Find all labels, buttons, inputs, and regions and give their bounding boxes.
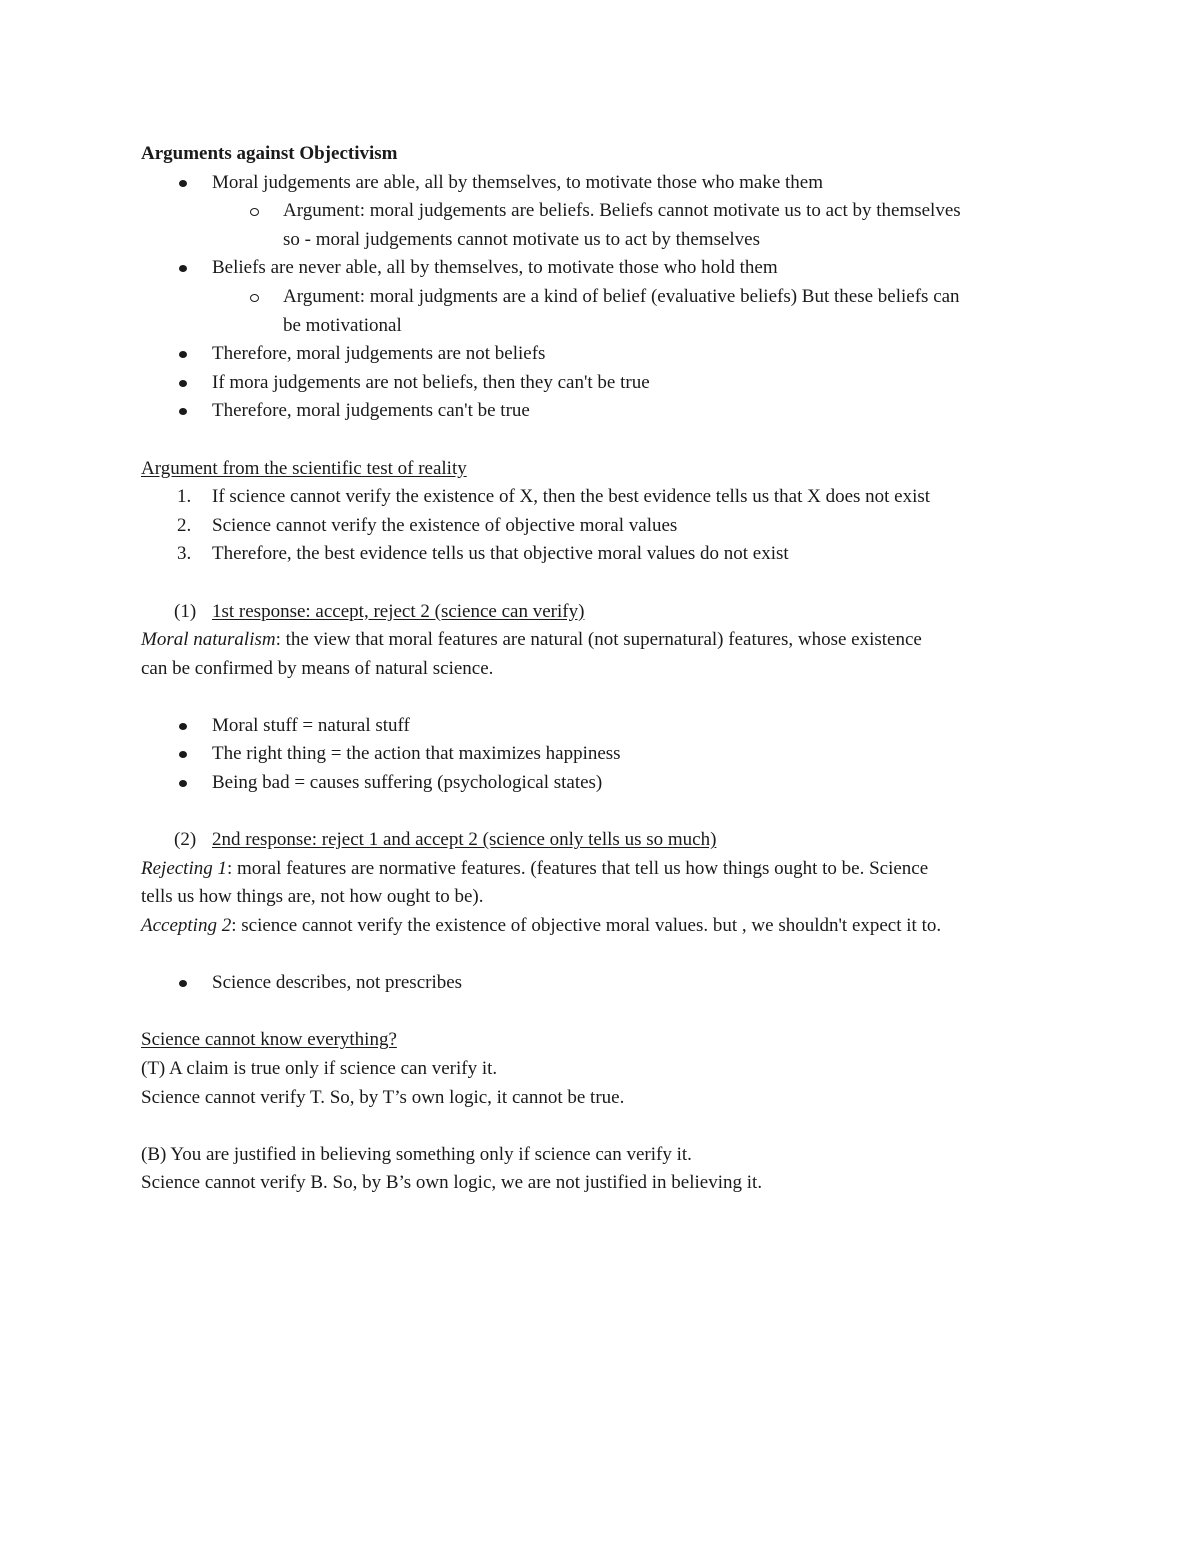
list-item-text: Being bad = causes suffering (psychological states) [212, 772, 603, 794]
response-number: (1) [174, 600, 197, 622]
section-title-science-cannot-know: Science cannot know everything? [141, 1029, 397, 1051]
list-item [141, 712, 1071, 741]
list-item-text: Therefore, moral judgements can't be true [212, 400, 530, 422]
moral-naturalism-definition [141, 626, 1071, 655]
bullet-dot-icon [179, 408, 187, 415]
claim-b: (B) You are justified in believing something only if science can verify it. [141, 1143, 692, 1165]
list-item [141, 169, 1071, 198]
item-number: 3. [177, 543, 192, 565]
list-item-text: Science describes, not prescribes [212, 972, 463, 994]
numbered-item-text: If science cannot verify the existence of X, then the best evidence tells us that X does not exist [212, 486, 931, 508]
list-item-text: The right thing = the action that maximizes happiness [212, 743, 621, 765]
list-item-text: Moral judgements are able, all by themselves, to motivate those who make them [212, 171, 824, 193]
bullet-dot-icon [179, 351, 187, 358]
numbered-item [141, 512, 1071, 541]
accepting-label: Accepting 2 [141, 915, 232, 937]
response-title: 2nd response: reject 1 and accept 2 (science only tells us so much) [212, 829, 717, 851]
sub-list-item [141, 283, 1071, 340]
bullet-dot-icon [179, 980, 187, 987]
definition-text: : the view that moral features are natural (not supernatural) features, whose existence [275, 629, 922, 651]
bullet-circle-icon [250, 208, 259, 216]
numbered-list-scientific-test [141, 483, 1071, 569]
rejecting-text: : moral features are normative features. (features that tell us how things ought to be. Science [227, 857, 929, 879]
numbered-item-text: Science cannot verify the existence of objective moral values [212, 514, 678, 536]
list-item-text: Moral stuff = natural stuff [212, 714, 410, 736]
numbered-item [141, 540, 1071, 569]
sub-list-item [141, 197, 1071, 254]
bullet-circle-icon [250, 294, 259, 302]
bullet-dot-icon [179, 780, 187, 787]
bullet-list-science [141, 969, 1071, 998]
numbered-item-text: Therefore, the best evidence tells us that objective moral values do not exist [212, 543, 789, 565]
sub-list-item-text: be motivational [283, 314, 402, 336]
list-item [141, 769, 1071, 798]
sub-list-item-text: so - moral judgements cannot motivate us to act by themselves [283, 228, 761, 250]
claim-b-refutation: Science cannot verify B. So, by B’s own logic, we are not justified in believing it. [141, 1172, 763, 1194]
bullet-list-objectivism [141, 169, 1071, 426]
list-item-text: Therefore, moral judgements are not beliefs [212, 343, 546, 365]
rejecting-continuation: tells us how things are, not how ought to be). [141, 886, 484, 908]
bullet-dot-icon [179, 751, 187, 758]
list-item-text: Beliefs are never able, all by themselves, to motivate those who hold them [212, 257, 778, 279]
claim-t: (T) A claim is true only if science can verify it. [141, 1058, 498, 1079]
section-title-scientific-test: Argument from the scientific test of reality [141, 457, 467, 479]
rejecting-label: Rejecting 1 [141, 857, 227, 879]
sub-list-item-text: Argument: moral judgments are a kind of belief (evaluative beliefs) But these beliefs can [283, 285, 960, 307]
sub-list-item-text: Argument: moral judgements are beliefs. Beliefs cannot motivate us to act by themselves [283, 200, 961, 222]
list-item [141, 254, 1071, 283]
numbered-item [141, 483, 1071, 512]
response-number: (2) [174, 829, 197, 851]
response-2-heading [141, 826, 1071, 855]
list-item [141, 969, 1071, 998]
section-title-arguments-against-objectivism: Arguments against Objectivism [141, 143, 398, 164]
response-1-heading [141, 598, 1071, 627]
list-item [141, 369, 1071, 398]
list-item [141, 397, 1071, 426]
list-item [141, 340, 1071, 369]
bullet-dot-icon [179, 180, 187, 187]
response-title: 1st response: accept, reject 2 (science can verify) [212, 600, 585, 622]
bullet-dot-icon [179, 265, 187, 272]
claim-t-refutation: Science cannot verify T. So, by T’s own logic, it cannot be true. [141, 1086, 625, 1108]
bullet-list-naturalism [141, 712, 1071, 798]
item-number: 1. [177, 486, 192, 508]
list-item [141, 740, 1071, 769]
list-item-text: If mora judgements are not beliefs, then they can't be true [212, 371, 650, 393]
bullet-dot-icon [179, 380, 187, 387]
rejecting-1-paragraph [141, 855, 1071, 884]
accepting-text: : science cannot verify the existence of objective moral values. but , we shouldn't expect it to. [231, 915, 942, 937]
document-page [141, 140, 1071, 1198]
accepting-2-paragraph [141, 912, 1071, 941]
item-number: 2. [177, 514, 192, 536]
term-label: Moral naturalism [141, 629, 276, 651]
bullet-dot-icon [179, 723, 187, 730]
definition-continuation: can be confirmed by means of natural science. [141, 657, 494, 679]
